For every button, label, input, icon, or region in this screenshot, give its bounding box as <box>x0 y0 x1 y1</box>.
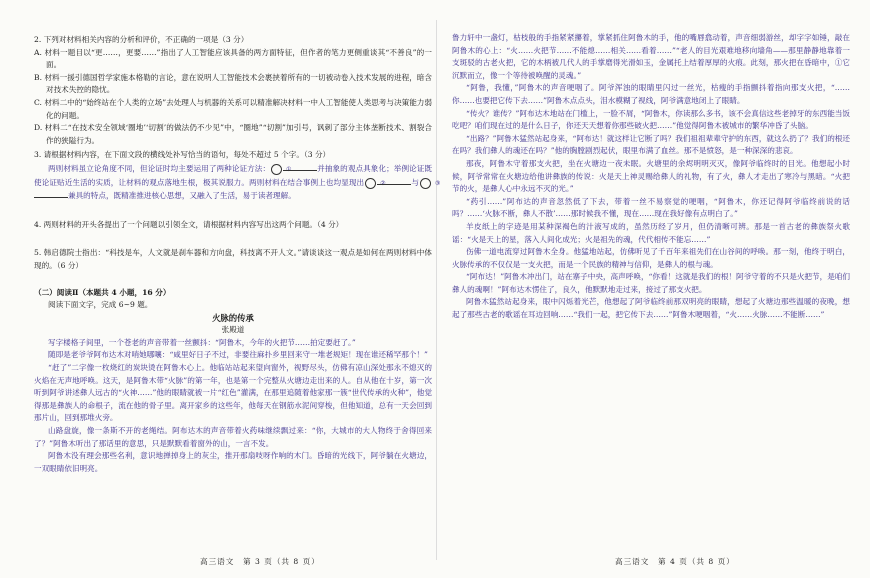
q3-text-a: 两则材料虽立论角度不同，但论证时均主要运用了两种论证方法： <box>48 163 271 173</box>
q3-passage <box>34 162 441 203</box>
q2-option-b: B. 材料一援引德国哲学家施本格勒的言论，意在说明人工智能技术会裹挟着所有的一切被动卷入技术发展的进程，暗含对技术失控的隐忧。 <box>34 72 432 95</box>
blank-2[interactable] <box>377 176 411 185</box>
q2-option-c: C. 材料二中的“始终站在个人类的立场”去处理人与机器的关系可以精准解决材料一中人工智能使人类思考与决策能力弱化的问题。 <box>34 97 432 120</box>
story-paragraph: 羊皮纸上的字迹是用某种深褐色的汁液写成的，虽然历经了岁月，但仍清晰可辨。那是一首古老的彝族祭火歌谣：“火是天上的星，落入人间化成光；火是祖先的魂，代代相传不能忘……” <box>452 221 850 244</box>
story-paragraph: “阿鲁，我懂，”阿鲁木的声音哽咽了。阿爷浑浊的眼睛里闪过一丝光，枯瘦的手指颤抖着指向那支火把，“……你……也要把它传下去……”阿鲁木点点头，泪水模糊了视线，阿爷满意地闭上了眼睛。 <box>452 83 850 105</box>
blank-3-marker: ③ <box>420 178 431 189</box>
blank-2-marker: ② <box>365 178 376 189</box>
story-paragraph: 写字楼格子间里，一个苍老的声音带着一丝颤抖：“阿鲁木，今年的火把节……拍定要赶了。” <box>48 337 356 347</box>
blank-1[interactable] <box>283 162 317 171</box>
story-paragraph: 山路盘旋，像一条斯不开的老绳结。阿布达木的声音带着火药味继续飘过来：“你，大城市的大人物终于舍得回来了？”阿鲁木听出了那话里的意思，只是默默看着窗外的山，一言不发。 <box>34 426 432 448</box>
q3-text-b: 并抽象的观点具象化；举例论证既使论证贴近生活的实质，让材料的观点落地生根，极其说服力。两则材料在结合事例上也均显现出 <box>34 163 433 187</box>
blank-1-marker: ① <box>271 164 282 175</box>
q2-stem: 2. 下列对材料相关内容的分析和评价，不正确的一项是（3 分） <box>34 35 249 44</box>
q4-stem: 4. 两则材料的开头各提出了一个问题以引领全文，请根据材料内容写出这两个问题。（4 分） <box>34 219 344 229</box>
story-paragraph: “出路？”阿鲁木猛然站起身来，“阿布达！就这样让它断了吗？我们祖祖辈辈守护的东西，就这么扔了？我们的根还在吗？我们彝人的魂还在吗？”他的胸膛剧烈起伏，眼里布满了血丝。那不是愤怒，是一种深深的悲哀。 <box>452 133 850 156</box>
column-divider <box>436 20 437 560</box>
q3-text-c: 与 <box>411 177 420 187</box>
section-instruction: 阅读下面文字，完成 6~9 题。 <box>48 300 153 310</box>
blank-3[interactable] <box>34 189 68 198</box>
story-paragraph: “阿布达！”阿鲁木冲出门，站在寨子中央，高声呼唤，“你看！这就是我们的根！阿爷守着的不只是火把节，是咱们彝人的魂啊！”阿布达木愣住了，良久，他默默地走过来，接过了那支火把。 <box>452 272 850 294</box>
page-footer-right: 高三语文 第 4 页（共 8 页） <box>615 557 735 566</box>
story-paragraph: 阿鲁木猛然站起身来，眼中闪烁着光芒，他想起了阿爷临终前那双明亮的眼睛，想起了火塘边那些温暖的夜晚，想起了那些古老的歌谣在耳边回响……“我们一起，把它传下去……”阿鲁木哽咽着，“火……火脉……不能断……” <box>452 297 850 320</box>
section-heading: （二）阅读Ⅱ（本题共 4 小题，16 分） <box>34 287 171 297</box>
story-paragraph: “药引……”阿布达的声音忽然低了下去，带着一丝不易察觉的哽咽，“阿鲁木，你还记得阿爷临终前说的话吗？……‘火脉不断，彝人不散’……那时候我不懂，现在……现在我好像有点明白了。” <box>452 196 850 219</box>
right-column <box>452 32 850 322</box>
story-paragraph: 鲁力轩中一盏灯，枯枝般的手指紧紧攥着，掌紧抓住阿鲁木的手，他的嘴唇翕动着，声音细弱游丝，却字字如锤，敲在阿鲁木的心上：“火……火把节……不能熄……相关……看着……”“老人的目光艰难地移向墙角——那里静静地靠着一支斑驳的古老火把，它的木柄被几代人的手掌磨得光滑如玉，金属托上结着厚厚的火痕。此刻，那火把在昏暗中，①它沉默而立，像一个等待被唤醒的灵魂。” <box>452 33 850 80</box>
story-paragraph: 阿鲁木没有理会那些名利，意识地掸掉身上的灰尘，推开那扇吱呀作响的木门。昏暗的光线下，阿爷躺在火塘边，一双眼睛依旧明亮。 <box>34 451 432 473</box>
story-title: 火脉的传承 <box>212 312 254 323</box>
story-paragraph: “传火？谁传？”阿布达木地站在门槛上，一脸不屑，“阿鲁木，你读那么多书，该不会真信这些老掉牙的东西能当饭吃吧？咱们现在过的是什么日子，你还天天想着你那些破火把……”他觉得阿鲁木被城市的繁华冲昏了头脑。 <box>452 108 850 131</box>
story-paragraph: 伤佛一道电流穿过阿鲁木全身。他猛地站起，仿佛听见了千百年来祖先们在山谷间的呼唤。那一刻，他终于明白，火脉传承的不仅仅是一支火把，而是一个民族的精神与信仰，是彝人的根与魂。 <box>452 247 850 269</box>
q3-text-d: 兼具的特点，既精准推进核心思想，又融入了生活，易于读者理解。 <box>68 191 296 201</box>
q2-option-d: D. 材料二“在技术安全领域‘圈地’‘切割’的做法仍不少见”中，“圈地”“切割”加引号，讽刺了部分主体垄断技术、割裂合作的狭隘行为。 <box>34 123 432 145</box>
story-paragraph: 那夜，阿鲁木守着那支火把，坐在火塘边一夜未眠。火塘里的余烬明明灭灭，像阿爷临终时的目光。他想起小时候，阿爷常常在火塘边给他讲彝族的传说：火是天上神灵赐给彝人的礼物，有了火，彝人才走出了寒冷与黑暗。“火把节的火，是彝人心中永远不灭的光。” <box>452 158 850 194</box>
q2-option-a: A. 材料一题目以“更……，更要……”指出了人工智能应该具备的两方面特征，但作者的笔力更侧重谈其“不善良”的一面。 <box>34 47 432 70</box>
story-author: 张殿道 <box>221 325 245 335</box>
q5-stem: 5. 韩启德院士指出：“科技是车，人文就是刹车器和方向盘，科技离不开人文。”请谈谈这一观点是如何在两则材料中体现的。（6 分） <box>34 248 432 270</box>
story-paragraph: “赶了”二字像一枚烧红的炭块烫在阿鲁木心上。他临站站起来望向窗外，视野尽头，仿佛有凉山深处那永不熄灭的火焰在无声地呼唤。这天，是阿鲁木带“火脉”的第一年，也是第一个完整从火塘边走出来的人。自从他在十岁，第一次听到阿爷讲述彝人远古的“火神……”他的眼睛就被一片“红色”灌满，在那里追随着他家那一簇“世代传承的火种”，他觉得那是彝族人的命根子，流在他的骨子里。离开家乡的这些年，他每天在钢筋水泥间穿梭，但他知道，总有一天会回到那片山，回到那堆火旁。 <box>34 363 432 423</box>
page-footer-left: 高三语文 第 3 页（共 8 页） <box>200 557 320 566</box>
left-column <box>34 32 441 475</box>
story-paragraph: 随即是老爷爷阿布达木对哨她哪嚷：“咸里好日子不过，非要往麻扑乡里回来守一堆老规矩！现在谁还稀罕那个！” <box>48 350 428 360</box>
q3-stem: 3. 请根据材料内容，在下面文段的横线处补写恰当的语句，每处不超过 5 个字。（3 分） <box>34 150 331 160</box>
